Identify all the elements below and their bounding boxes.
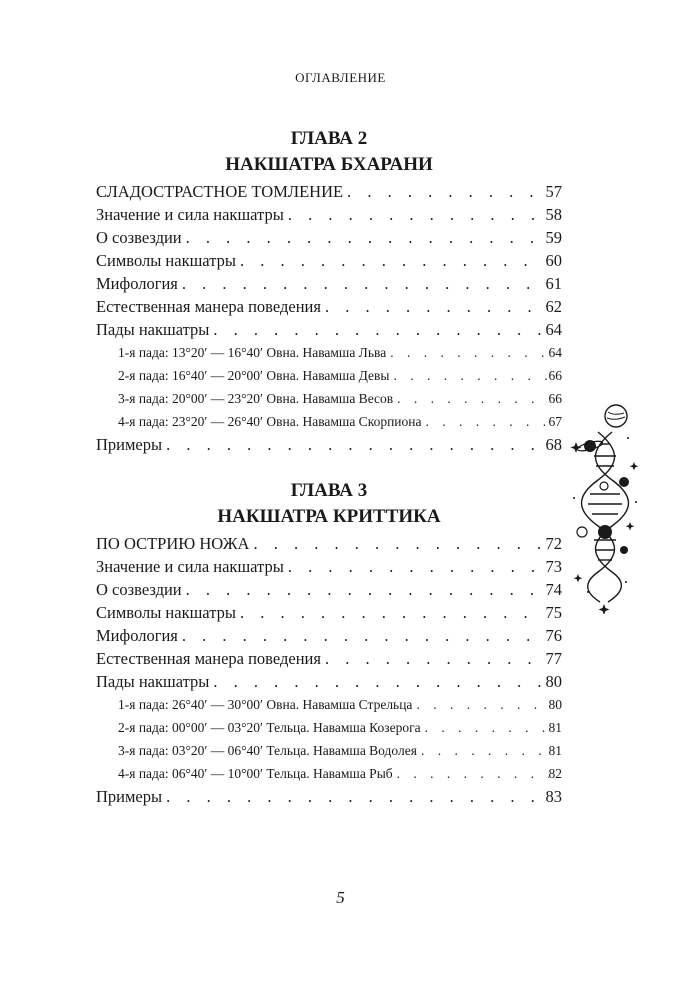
toc-leader-dots	[425, 410, 548, 433]
toc-entry-title: СЛАДОСТРАСТНОЕ ТОМЛЕНИЕ	[96, 182, 344, 201]
toc-entry[interactable]	[96, 693, 562, 716]
toc-entry-title: Примеры	[96, 435, 163, 454]
toc-leader-dots	[182, 624, 542, 647]
toc-entry-page: 72	[545, 534, 562, 553]
toc-leader-dots	[394, 364, 549, 387]
toc-leader-dots	[182, 272, 542, 295]
toc-entry[interactable]	[96, 555, 562, 578]
toc-leader-dots	[325, 295, 542, 318]
toc-chapter-3	[96, 478, 562, 808]
toc-entry-title: 1-я пада: 26°40′ — 30°00′ Овна. Навамша Стрельца	[118, 697, 413, 712]
toc-entry-title: 1-я пада: 13°20′ — 16°40′ Овна. Навамша Льва	[118, 345, 387, 360]
toc-entries	[96, 180, 562, 456]
toc-entry[interactable]	[96, 272, 562, 295]
toc-leader-dots	[416, 693, 548, 716]
toc-entry-title: Значение и сила накшатры	[96, 205, 284, 224]
chapter-title: НАКШАТРА КРИТТИКА	[217, 506, 441, 527]
toc-entry-title: 2-я пада: 16°40′ — 20°00′ Овна. Навамша Девы	[118, 368, 390, 383]
toc-entry-title: 3-я пада: 03°20′ — 06°40′ Тельца. Навамша Водолея	[118, 743, 417, 758]
toc-entry-page: 61	[545, 274, 562, 293]
toc-entry-title: 2-я пада: 00°00′ — 03°20′ Тельца. Навамша Козерога	[118, 720, 421, 735]
toc-leader-dots	[421, 739, 549, 762]
toc-entry-page: 75	[545, 603, 562, 622]
toc-entry-page: 62	[545, 297, 562, 316]
toc-entry-title: Символы накшатры	[96, 251, 236, 270]
toc-entry[interactable]	[96, 226, 562, 249]
toc-leader-dots	[390, 341, 548, 364]
toc-entry[interactable]	[96, 532, 562, 555]
toc-entry-title: О созвездии	[96, 580, 182, 599]
toc-entry[interactable]	[96, 341, 562, 364]
toc-entry-page: 76	[545, 626, 562, 645]
toc-leader-dots	[397, 762, 549, 785]
toc-leader-dots	[425, 716, 549, 739]
toc-entry[interactable]	[96, 295, 562, 318]
toc-entry[interactable]	[96, 410, 562, 433]
toc-entry-page: 80	[545, 672, 562, 691]
toc-leader-dots	[240, 249, 542, 272]
toc-entry-page: 82	[548, 766, 562, 781]
toc-chapter-2	[96, 126, 562, 456]
toc-entry-title: ПО ОСТРИЮ НОЖА	[96, 534, 250, 553]
toc-entry-title: Пады накшатры	[96, 672, 210, 691]
toc-entry-page: 83	[545, 787, 562, 806]
toc-entry[interactable]	[96, 670, 562, 693]
toc-leader-dots	[288, 203, 542, 226]
toc-entry-page: 59	[545, 228, 562, 247]
toc-entry-page: 73	[545, 557, 562, 576]
toc-entry-page: 80	[548, 697, 562, 712]
toc-entry-title: 4-я пада: 06°40′ — 10°00′ Тельца. Навамша Рыб	[118, 766, 393, 781]
toc-entry-page: 77	[545, 649, 562, 668]
toc-entry[interactable]	[96, 387, 562, 410]
toc-leader-dots	[240, 601, 542, 624]
toc-entry-title: Примеры	[96, 787, 163, 806]
toc-entry-page: 58	[545, 205, 562, 224]
toc-entry-title: 4-я пада: 23°20′ — 26°40′ Овна. Навамша Скорпиона	[118, 414, 422, 429]
toc-leader-dots	[397, 387, 548, 410]
page-number: 5	[336, 888, 345, 907]
toc-entry-page: 81	[548, 720, 562, 735]
toc-entry[interactable]	[96, 762, 562, 785]
toc-entry[interactable]	[96, 433, 562, 456]
toc-leader-dots	[253, 532, 541, 555]
toc-entry[interactable]	[96, 624, 562, 647]
toc-entry-page: 67	[548, 414, 562, 429]
dna-planets-ornament-icon	[568, 402, 644, 614]
toc-entry[interactable]	[96, 785, 562, 808]
toc-entry-title: Значение и сила накшатры	[96, 557, 284, 576]
toc-leader-dots	[186, 226, 542, 249]
toc-entries	[96, 532, 562, 808]
toc-entry-title: О созвездии	[96, 228, 182, 247]
toc-entry-title: Пады накшатры	[96, 320, 210, 339]
toc-entry-title: Мифология	[96, 274, 178, 293]
toc-entry-title: Естественная манера поведения	[96, 297, 321, 316]
toc-entry-page: 64	[545, 320, 562, 339]
toc-leader-dots	[288, 555, 542, 578]
toc-entry[interactable]	[96, 739, 562, 762]
toc-entry-page: 66	[548, 391, 562, 406]
toc-entry[interactable]	[96, 601, 562, 624]
toc-entry-page: 66	[548, 368, 562, 383]
toc-entry-title: 3-я пада: 20°00′ — 23°20′ Овна. Навамша Весов	[118, 391, 394, 406]
toc-entry[interactable]	[96, 249, 562, 272]
toc-entry-page: 64	[548, 345, 562, 360]
toc-entry[interactable]	[96, 364, 562, 387]
toc-entry[interactable]	[96, 318, 562, 341]
chapter-title: НАКШАТРА БХАРАНИ	[225, 154, 433, 175]
toc-entry[interactable]	[96, 203, 562, 226]
chapter-label: ГЛАВА 3	[290, 480, 368, 501]
toc-leader-dots	[166, 433, 541, 456]
toc-entry-page: 68	[545, 435, 562, 454]
toc-entry-page: 81	[548, 743, 562, 758]
toc-entry[interactable]	[96, 578, 562, 601]
toc-entry[interactable]	[96, 647, 562, 670]
toc-leader-dots	[213, 318, 541, 341]
toc-entry-page: 57	[545, 182, 562, 201]
toc-leader-dots	[347, 180, 541, 203]
toc-entry-page: 74	[545, 580, 562, 599]
toc-entry[interactable]	[96, 180, 562, 203]
toc-leader-dots	[186, 578, 542, 601]
chapter-label: ГЛАВА 2	[290, 128, 368, 149]
toc-entry-title: Естественная манера поведения	[96, 649, 321, 668]
toc-entry-title: Мифология	[96, 626, 178, 645]
running-head: ОГЛАВЛЕНИЕ	[295, 70, 386, 85]
toc-leader-dots	[213, 670, 541, 693]
toc-leader-dots	[325, 647, 542, 670]
toc-entry-title: Символы накшатры	[96, 603, 236, 622]
toc-entry-page: 60	[545, 251, 562, 270]
toc-entry[interactable]	[96, 716, 562, 739]
toc-leader-dots	[166, 785, 541, 808]
